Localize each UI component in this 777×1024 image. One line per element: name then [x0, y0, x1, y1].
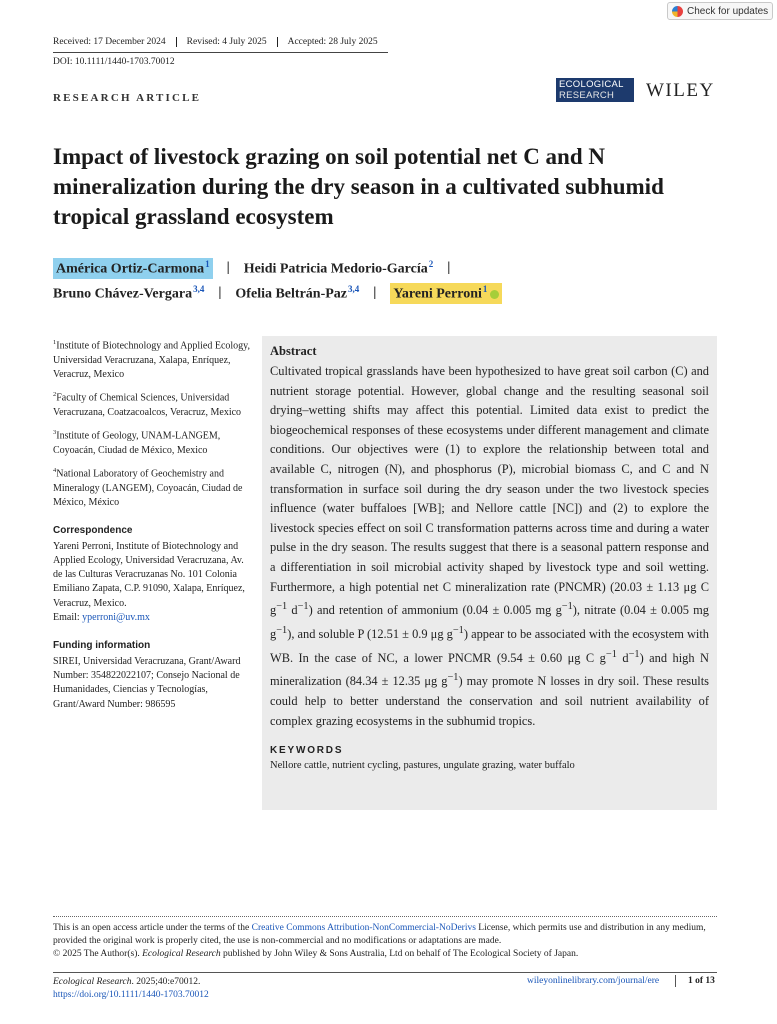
journal-website-link[interactable]: wileyonlinelibrary.com/journal/ere	[527, 976, 660, 986]
check-for-updates-button[interactable]	[667, 2, 773, 20]
affiliation-ref[interactable]: 3,4	[348, 284, 360, 294]
affiliation-ref[interactable]: 3,4	[193, 284, 205, 294]
correspondence-heading: Correspondence	[53, 525, 133, 537]
journal-citation: Ecological Research. 2025;40:e70012. https://doi.org/10.1111/1440-1703.70012	[53, 977, 209, 1000]
check-updates-icon	[672, 6, 683, 17]
author-medorio-garcia[interactable]: Heidi Patricia Medorio-García$^2$	[243, 259, 434, 277]
journal-logo-line2: RESEARCH	[559, 90, 615, 101]
keywords-heading: KEYWORDS	[270, 745, 344, 757]
page-number-divider	[675, 975, 676, 987]
license-notice: This is an open access article under the terms of the Creative Commons Attribution-NonCommercial-NoDerivs License, which permits use and distribution in any medium, provided the original work is properly cited, the use is non-commercial and no modifications or adaptations are made. © 2025 The Author(s). Ecological Research published by John Wiley & Sons Australia, Ltd on behalf of The Ecological Society of Japan.	[53, 923, 706, 959]
revised-date: Revised: 4 July 2025	[176, 37, 277, 47]
author-separator: |	[218, 285, 222, 301]
correspondence-email-link[interactable]: yperroni@uv.mx	[82, 612, 150, 624]
article-type-label: RESEARCH ARTICLE	[53, 92, 202, 104]
doi-link[interactable]: https://doi.org/10.1111/1440-1703.70012	[53, 990, 209, 1000]
author-ortiz-carmona[interactable]: América Ortiz-Carmona$^1$	[53, 258, 213, 279]
correspondence-text: Yareni Perroni, Institute of Biotechnology and Applied Ecology, Universidad Veracruzana, Av. de las Culturas Veracruzanas No. 101 Colonia Emiliano Zapata, C.P. 91090, Xalapa, Enríquez, Veracruz, Mexico. Email: yperroni@uv.mx	[53, 540, 245, 624]
article-info-sidebar	[53, 336, 253, 718]
funding-heading: Funding information	[53, 640, 151, 652]
article-dates	[53, 37, 388, 47]
abstract-heading: Abstract	[270, 344, 317, 358]
author-beltran-paz[interactable]: Ofelia Beltrán-Paz$^{3,4}$	[235, 284, 360, 302]
author-separator: |	[373, 285, 377, 301]
cc-license-link[interactable]: Creative Commons Attribution-NonCommercial-NoDerivs	[251, 923, 476, 933]
header-divider	[53, 52, 388, 53]
keywords-text: Nellore cattle, nutrient cycling, pastures, ungulate grazing, water buffalo	[270, 760, 575, 772]
authors-line-2	[53, 283, 502, 304]
journal-logo[interactable]	[556, 78, 634, 102]
abstract-text: Cultivated tropical grasslands have been hypothesized to have great soil carbon (C) and nutrient storage potential. However, global change and the resulting seasonal soil drying–wetting shifts may affect this potential. Limited data exist to predict the biogeochemical responses of these ecosystems under different management and climate conditions. Our objectives were (1) to explore the relationship between total and available C, nitrogen (N), and phosphorus (P), microbial biomass C, and C and N transformation in surface soil during the dry season under the two livestock species influence (water buffaloes [WB]; and Nellore cattle [NC]) and (2) to explore the livestock species effect on soil C transformation patterns across time and during a water pulse in the dry season. The results suggest that there is a seasonal pattern response and a differentiation in soil microbial activity shaped by livestock type and soil wetting. Furthermore, a high potential net C mineralization rate (PNCMR) (20.03 ± 1.13 μg C $g^{-1}$ $d^{-1}$) and retention of ammonium (0.04 ± 0.005 mg $g^{-1}$), nitrate (0.04 ± 0.005 mg $g^{-1}$), and soluble P (12.51 ± 0.9 μg $g^{-1}$) appear to be associated with the ecosystem with WB. In the case of NC, a lower PNCMR (9.54 ± 0.60 μg C $g^{-1}$ $d^{-1}$) and high N mineralization (84.34 ± 12.35 μg $g^{-1}$) may promote N losses in dry soil. These results could help to better understand the conservation and soil nutrient availability of complex grazing ecosystems in the subhumid tropics.	[270, 364, 710, 728]
check-updates-label: Check for updates	[687, 5, 769, 17]
abstract-box	[262, 336, 717, 810]
doi: DOI: 10.1111/1440-1703.70012	[53, 57, 175, 67]
accepted-date: Accepted: 28 July 2025	[277, 37, 388, 47]
license-divider	[53, 916, 717, 917]
author-separator: |	[447, 260, 451, 276]
affiliation-ref[interactable]: 1	[482, 284, 488, 294]
affiliation-4: $^4$National Laboratory of Geochemistry and Mineralogy (LANGEM), Coyoacán, Ciudad de México, México	[53, 467, 243, 508]
author-separator: |	[226, 260, 230, 276]
affiliation-ref[interactable]: 2	[428, 259, 434, 269]
orcid-icon[interactable]	[490, 290, 499, 299]
journal-logo-line1: ECOLOGICAL	[559, 79, 624, 90]
article-title: Impact of livestock grazing on soil potential net C and N mineralization during the dry season in a cultivated subhumid tropical grassland ecosystem	[53, 144, 664, 229]
author-perroni[interactable]: Yareni Perroni$^1$	[390, 283, 502, 304]
publisher-logo[interactable]: WILEY	[646, 80, 715, 101]
received-date: Received: 17 December 2024	[53, 37, 166, 47]
page-number: 1 of 13	[688, 976, 715, 986]
funding-text: SIREI, Universidad Veracruzana, Grant/Award Number: 354822022107; Consejo Nacional de Humanidades, Ciencias y Tecnologías, Grant/Award Number: 986595	[53, 655, 241, 710]
affiliation-3: $^3$Institute of Geology, UNAM-LANGEM, Coyoacán, Ciudad de México, Mexico	[53, 429, 221, 456]
affiliation-ref[interactable]: 1	[205, 259, 210, 269]
affiliation-1: $^1$Institute of Biotechnology and Applied Ecology, Universidad Veracruzana, Xalapa, Enríquez, Veracruz, Mexico	[53, 339, 251, 380]
authors-line-1	[53, 258, 464, 279]
footer-divider	[53, 972, 717, 973]
affiliation-2: $^2$Faculty of Chemical Sciences, Universidad Veracruzana, Coatzacoalcos, Veracruz, Mexico	[53, 391, 242, 418]
author-chavez-vergara[interactable]: Bruno Chávez-Vergara$^{3,4}$	[53, 284, 205, 302]
